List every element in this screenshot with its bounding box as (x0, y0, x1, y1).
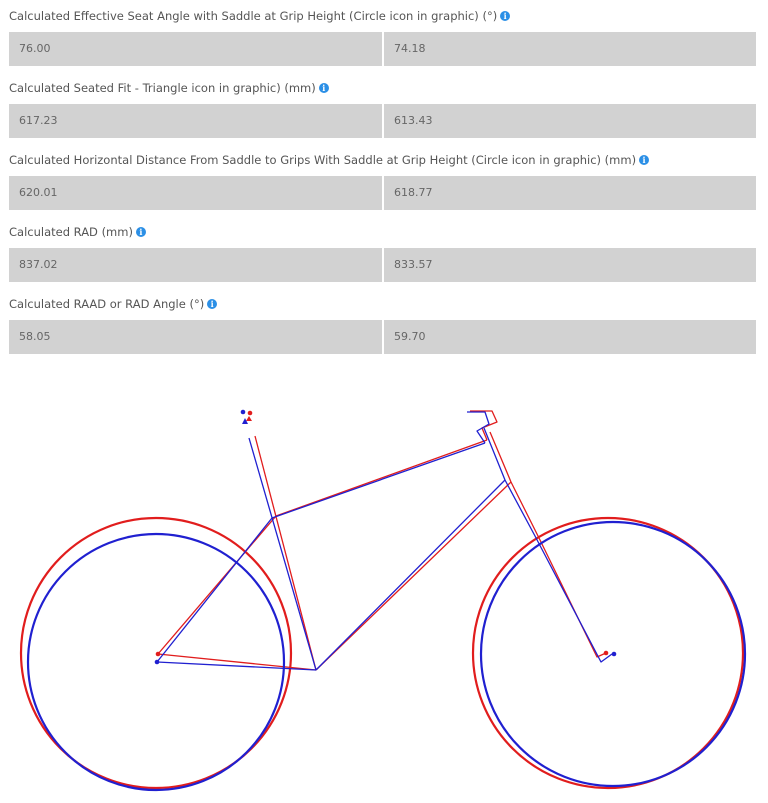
seated-fit-triangle-a (246, 416, 252, 421)
value-bike-b: 59.70 (384, 320, 756, 354)
head-tube-stem-a (470, 411, 497, 440)
seatstay-b (157, 518, 272, 662)
rear-axle-a (156, 652, 161, 657)
front-axle-a (604, 651, 609, 656)
value-bike-b: 833.57 (384, 248, 756, 282)
fork-a (490, 432, 606, 657)
field-label: Calculated Seated Fit - Triangle icon in graphic) (mm) (9, 81, 316, 95)
bike-geometry-diagram (0, 395, 768, 803)
info-icon[interactable]: i (319, 83, 329, 93)
front-axle-b (612, 652, 617, 657)
field-raad-angle (9, 296, 755, 354)
info-icon[interactable]: i (639, 155, 649, 165)
down-tube-b (316, 480, 505, 670)
top-tube-b (272, 443, 485, 518)
info-icon[interactable]: i (136, 227, 146, 237)
value-bike-a: 617.23 (9, 104, 382, 138)
field-label: Calculated Effective Seat Angle with Saddle at Grip Height (Circle icon in graphic) (°) (9, 9, 498, 23)
saddle-circle-a (248, 411, 253, 416)
field-horizontal-distance (9, 152, 755, 210)
info-icon[interactable]: i (207, 299, 217, 309)
info-icon[interactable]: i (500, 11, 510, 21)
chainstay-b (157, 662, 316, 670)
value-bike-a: 837.02 (9, 248, 382, 282)
seat-tube-b (249, 438, 316, 670)
value-bike-a: 58.05 (9, 320, 382, 354)
rear-axle-b (155, 660, 160, 665)
chainstay-a (158, 654, 316, 670)
bike-a-outline (21, 411, 743, 788)
value-bike-b: 613.43 (384, 104, 756, 138)
value-bike-a: 76.00 (9, 32, 382, 66)
top-tube-a (276, 440, 487, 516)
seat-tube-a (255, 436, 316, 670)
field-label: Calculated RAAD or RAD Angle (°) (9, 297, 205, 311)
field-rad (9, 224, 755, 282)
value-bike-b: 74.18 (384, 32, 756, 66)
value-bike-a: 620.01 (9, 176, 382, 210)
saddle-circle-b (241, 410, 246, 415)
field-label: Calculated Horizontal Distance From Saddle to Grips With Saddle at Grip Height (Circle icon in graphic) (mm) (9, 153, 637, 167)
field-label: Calculated RAD (mm) (9, 225, 133, 239)
field-seated-fit (9, 80, 755, 138)
value-bike-b: 618.77 (384, 176, 756, 210)
bike-b-outline (28, 410, 745, 790)
field-effective-seat-angle (9, 8, 755, 66)
